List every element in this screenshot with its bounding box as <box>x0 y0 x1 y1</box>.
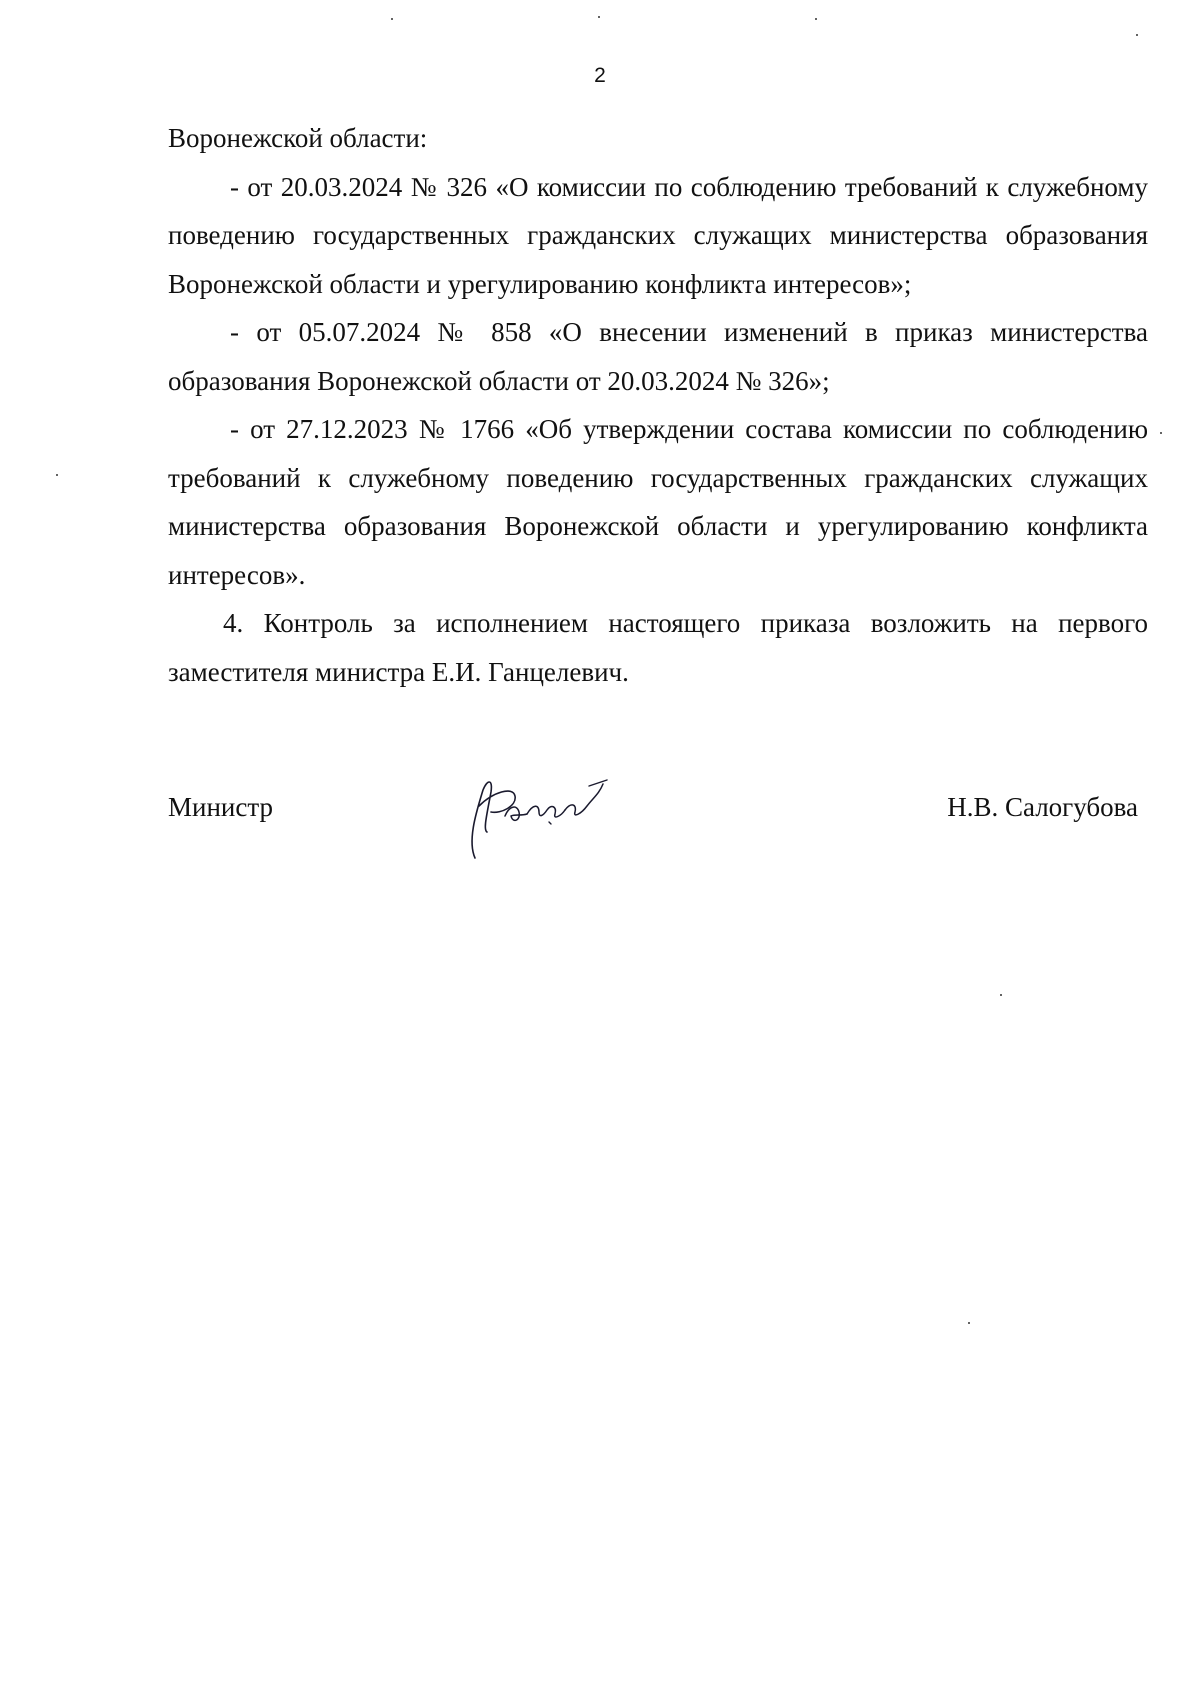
list-item-order-858: - от 05.07.2024 № 858 «О внесении изменений в приказ министерства образования Воронежской области от 20.03.2024 № 326»; <box>168 317 1148 396</box>
signatory-title: Министр <box>168 792 273 822</box>
page-number: 2 <box>594 64 606 87</box>
list-item-order-326: - от 20.03.2024 № 326 «О комиссии по соблюдению требований к служебному поведению государственных гражданских служащих министерства образования Воронежской области и урегулированию конфликта интересов»; <box>168 171 1148 299</box>
scan-speck <box>598 16 600 18</box>
scan-speck <box>1000 994 1002 996</box>
scan-speck <box>968 1322 970 1324</box>
signature-block <box>168 792 1148 872</box>
document-body <box>168 114 1148 696</box>
paragraph-item-4: 4. Контроль за исполнением настоящего приказа возложить на первого заместителя министра Е.И. Ганцелевич. <box>168 608 1148 687</box>
scan-speck <box>56 474 58 476</box>
scan-speck <box>815 18 817 20</box>
paragraph-continuation: Воронежской области: <box>168 123 428 153</box>
handwritten-signature <box>453 770 633 870</box>
scan-speck <box>391 18 393 20</box>
list-item-order-1766: - от 27.12.2023 № 1766 «Об утверждении состава комиссии по соблюдению требований к служебному поведению государственных гражданских служащих министерства образования Воронежской области и урегулированию конфликта интересов». <box>168 414 1148 590</box>
scan-speck <box>1136 34 1138 36</box>
scan-speck <box>1160 432 1162 434</box>
signatory-name: Н.В. Салогубова <box>947 792 1138 822</box>
